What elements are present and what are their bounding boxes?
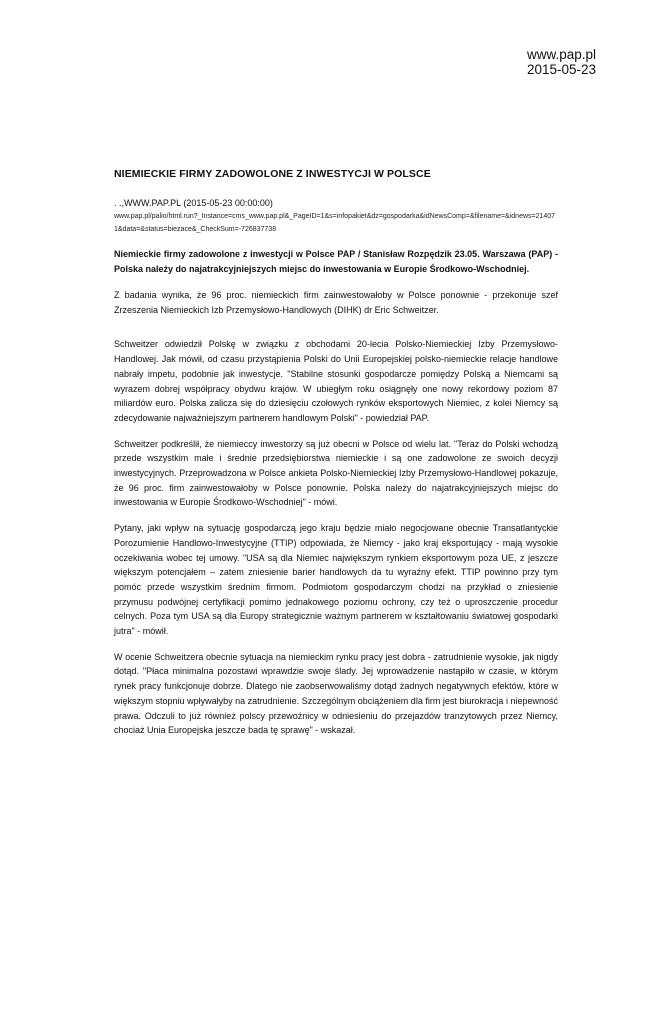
publication-date: 2015-05-23 (526, 62, 596, 77)
article-source-line: . .,WWW.PAP.PL (2015-05-23 00:00:00) (114, 198, 273, 208)
article-paragraph: Schweitzer podkreślił, że niemieccy inwestorzy są już obecni w Polsce od wielu lat. "Teraz do Polski wchodzą przede wszystkim małe i średnie przedsiębiorstwa niemieckie i są one zadowolone ze swoich decyzji inwestycyjnych. Przeprowadzona w Polsce ankieta Polsko-Niemieckiej Izby Przemysłowo-Handlowej pokazuje, że 96 proc. firm zainwestowałoby w Polsce ponownie. Polska należy do najatrakcyjniejszych miejsc do inwestowania w Europie Środkowo-Wschodniej" - mówi. (114, 438, 558, 508)
page-header-stamp (527, 47, 596, 77)
article-title: NIEMIECKIE FIRMY ZADOWOLONE Z INWESTYCJI W POLSCE (114, 168, 431, 180)
article-url: www.pap.pl/palio/html.run?_Instance=cms_www.pap.pl&_PageID=1&s=infopakiet&dz=gospodarka&idNewsComp=&filename=&idnews=214071&data=&status=biezace&_CheckSum=-726837738 (114, 213, 556, 233)
site-name: www.pap.pl (526, 47, 596, 62)
article-paragraph: Pytany, jaki wpływ na sytuację gospodarczą jego kraju będzie miało negocjowane obecnie Transatlantyckie Porozumienie Handlowo-Inwestycyjne (TTIP) odpowiada, że Niemcy - jako kraj eksportujący - mają wysokie oczekiwania wobec tej umowy. "USA są dla Niemiec największym rynkiem eksportowym poza UE, z jeszcze większym potencjałem – zatem zniesienie barier handlowych da tu wyraźny efekt. TTIP powinno przy tym pomóc przede wszystkim średnim firmom. Podmiotom gospodarczym chodzi na przykład o zniesienie przymusu podwójnej certyfikacji pomimo jednakowego poziomu ochrony, czy też o uproszczenie procedur celnych. Poza tym USA są dla Europy strategicznie ważnym partnerem w kształtowaniu światowej gospodarki jutra" - mówił. (114, 523, 558, 637)
article-paragraph: Z badania wynika, że 96 proc. niemieckich firm zainwestowałoby w Polsce ponownie - przekonuje szef Zrzeszenia Niemieckich Izb Przemysłowo-Handlowych (DIHK) dr Eric Schweitzer. (114, 290, 558, 315)
article-lead: Niemieckie firmy zadowolone z inwestycji w Polsce PAP / Stanisław Rozpędzik 23.05. Warszawa (PAP) - Polska należy do najatrakcyjniejszych miejsc do inwestowania w Europie Środkowo-Wschodniej. (114, 249, 558, 274)
article-paragraph: W ocenie Schweitzera obecnie sytuacja na niemieckim rynku pracy jest dobra - zatrudnienie wysokie, jak nigdy dotąd. "Płaca minimalna pozostawi wprawdzie swoje ślady. Jej wprowadzenie nastąpiło w czasie, w którym rynek pracy funkcjonuje dobrze. Dlatego nie zaobserwowaliśmy dotąd żadnych negatywnych efektów, które w większym stopniu wpływałyby na zatrudnienie. Szczególnym obciążeniem dla firm jest biurokracja i niepewność prawa. Odczuli to już również polscy przewoźnicy w odniesieniu do przejazdów tranzytowych przez Niemcy, chociaż Unia Europejska jeszcze bada tę sprawę" - wskazał. (114, 651, 558, 736)
article (114, 168, 558, 749)
article-paragraph: Schweitzer odwiedził Polskę w związku z obchodami 20-lecia Polsko-Niemieckiej Izby Przemysłowo-Handlowej. Jak mówił, od czasu przystąpienia Polski do Unii Europejskiej polsko-niemieckie relacje handlowe nabrały impetu, podobnie jak inwestycje. "Stabilne stosunki gospodarcze pomiędzy Polską a Niemcami są wyrazem dobrej współpracy obydwu krajów. W ubiegłym roku osiągnęły one nowy rekordowy poziom 87 miliardów euro. Polska zalicza się do dziesięciu czołowych rynków eksportowych Niemiec, z kolei Niemcy są zdecydowanie najważniejszym partnerem handlowym Polski" - powiedział PAP. (114, 339, 558, 423)
